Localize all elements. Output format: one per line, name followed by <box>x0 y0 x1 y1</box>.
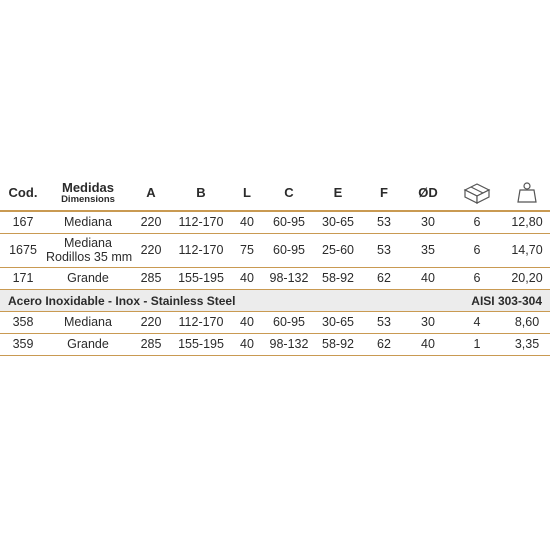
cell-weight: 14,70 <box>511 242 543 257</box>
cell-b: 112-170 <box>178 242 224 257</box>
header-c: C <box>284 184 294 200</box>
header-medidas <box>46 181 130 206</box>
cell-weight: 20,20 <box>511 270 543 285</box>
cell-cod: 359 <box>12 336 34 351</box>
cell-l: 40 <box>240 270 254 285</box>
cell-c: 60-95 <box>273 242 305 257</box>
cell-a: 220 <box>140 242 162 257</box>
cell-medida <box>46 235 133 265</box>
table-row <box>0 268 550 290</box>
cell-f: 62 <box>377 270 391 285</box>
cell-units: 4 <box>473 314 481 329</box>
header-l: L <box>243 184 251 200</box>
header-f: F <box>380 184 388 200</box>
cell-c: 98-132 <box>269 336 309 351</box>
cell-l: 40 <box>240 214 254 229</box>
header-cod: Cod. <box>8 184 38 200</box>
cell-medida: Mediana <box>64 314 112 329</box>
header-medidas-label: Medidas <box>61 179 114 195</box>
cell-units: 1 <box>473 336 481 351</box>
cell-weight: 12,80 <box>511 214 543 229</box>
cell-diameter: 35 <box>421 242 435 257</box>
cell-diameter: 40 <box>421 270 435 285</box>
header-dimensions-label: Dimensions <box>61 193 115 205</box>
cell-medida: Grande <box>67 336 109 351</box>
cell-l: 40 <box>240 336 254 351</box>
cell-f: 53 <box>377 314 391 329</box>
cell-medida: Mediana <box>64 214 112 229</box>
cell-units: 6 <box>473 270 481 285</box>
cell-diameter: 40 <box>421 336 435 351</box>
product-table <box>0 176 550 356</box>
table-row <box>0 212 550 234</box>
cell-f: 62 <box>377 336 391 351</box>
cell-cod: 167 <box>12 214 34 229</box>
table-row <box>0 234 550 268</box>
cell-e: 58-92 <box>322 270 354 285</box>
table-header <box>0 176 550 212</box>
cell-units: 6 <box>473 214 481 229</box>
cell-medida-line1: Mediana <box>64 235 112 250</box>
cell-f: 53 <box>377 242 391 257</box>
cell-e: 30-65 <box>322 314 354 329</box>
section-header-stainless <box>0 290 550 312</box>
cell-f: 53 <box>377 214 391 229</box>
cell-c: 98-132 <box>269 270 309 285</box>
cell-b: 112-170 <box>178 314 224 329</box>
cell-a: 220 <box>140 214 162 229</box>
cell-l: 75 <box>240 242 254 257</box>
section-title: Acero Inoxidable - Inox - Stainless Steel <box>8 293 236 308</box>
cell-weight: 3,35 <box>514 336 540 351</box>
header-b: B <box>196 184 206 200</box>
cell-b: 155-195 <box>178 336 224 351</box>
cell-e: 58-92 <box>322 336 354 351</box>
cell-units: 6 <box>473 242 481 257</box>
header-diameter: ØD <box>418 184 438 200</box>
cell-b: 155-195 <box>178 270 224 285</box>
cell-weight: 8,60 <box>514 314 540 329</box>
cell-cod: 1675 <box>9 242 37 257</box>
cell-a: 285 <box>140 270 162 285</box>
cell-medida: Grande <box>67 270 109 285</box>
cell-diameter: 30 <box>421 214 435 229</box>
cell-l: 40 <box>240 314 254 329</box>
cell-c: 60-95 <box>273 314 305 329</box>
cell-cod: 358 <box>12 314 34 329</box>
header-e: E <box>333 184 343 200</box>
cell-b: 112-170 <box>178 214 224 229</box>
cell-e: 25-60 <box>322 242 354 257</box>
section-spec: AISI 303-304 <box>471 293 542 308</box>
table-row <box>0 312 550 334</box>
cell-diameter: 30 <box>421 314 435 329</box>
weight-icon <box>504 181 550 205</box>
cell-c: 60-95 <box>273 214 305 229</box>
header-a: A <box>146 184 156 200</box>
cell-a: 285 <box>140 336 162 351</box>
cell-medida-line2: Rodillos 35 mm <box>46 249 133 264</box>
cell-cod: 171 <box>12 270 34 285</box>
box-icon <box>450 181 504 205</box>
table-row <box>0 334 550 356</box>
cell-e: 30-65 <box>322 214 354 229</box>
cell-a: 220 <box>140 314 162 329</box>
